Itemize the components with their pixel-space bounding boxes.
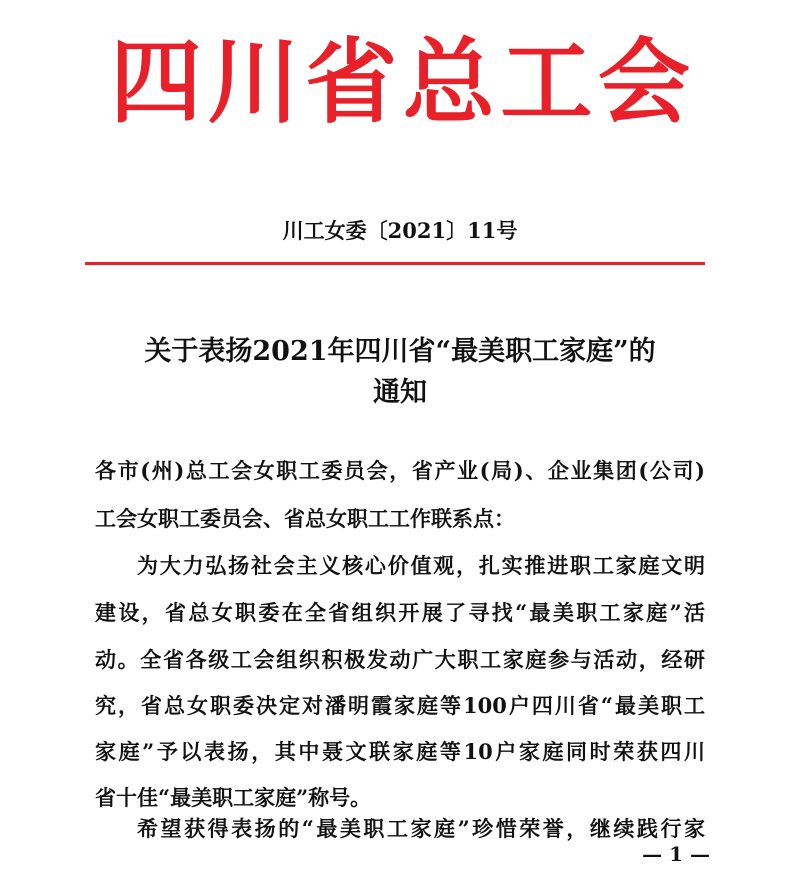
body-line: 建设，省总女职委在全省组织开展了寻找“最美职工家庭”活: [95, 600, 705, 625]
body-line: 家庭”予以表扬，其中聂文联家庭等10户家庭同时荣获四川: [95, 739, 705, 764]
body-line: 各市(州)总工会女职工委员会，省产业(局)、企业集团(公司): [95, 458, 705, 483]
document-number: 川工女委〔2021〕11号: [282, 218, 518, 243]
body-line: 为大力弘扬社会主义核心价值观，扎实推进职工家庭文明: [137, 553, 705, 578]
page-number: — 1 —: [642, 842, 710, 866]
body-line: 工会女职工委员会、省总女职工工作联系点：: [95, 506, 515, 531]
notice-title-line-2: 通知: [373, 377, 427, 408]
body-line: 希望获得表扬的“最美职工家庭”珍惜荣誉，继续践行家: [137, 816, 705, 841]
masthead-title: 四川省总工会: [110, 29, 690, 136]
notice-title-line-1: 关于表扬2021年四川省“最美职工家庭”的: [144, 336, 656, 367]
body-line: 省十佳“最美职工家庭”称号。: [95, 785, 372, 810]
body-line: 究，省总女职委决定对潘明霞家庭等100户四川省“最美职工: [95, 693, 705, 718]
body-line: 动。全省各级工会组织积极发动广大职工家庭参与活动，经研: [95, 647, 705, 672]
red-divider: [85, 262, 705, 265]
